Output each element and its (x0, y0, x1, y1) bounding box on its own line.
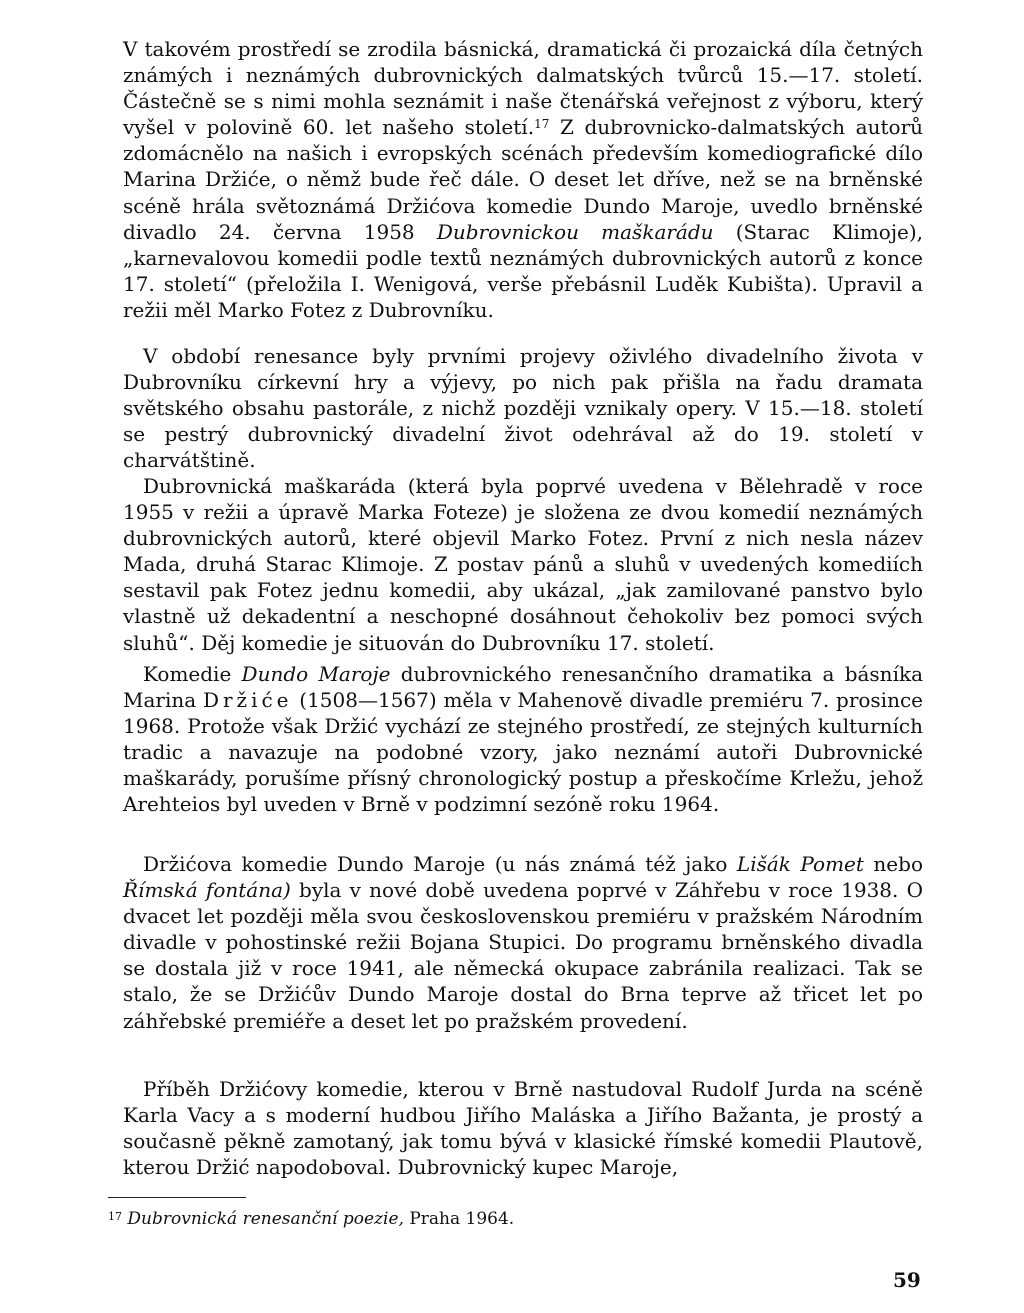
text-run: V období renesance byly prvními projevy oživlého divadelního života v Dubrovníku církevní hry a výjevy, po nich pak přišla na řadu dramata světského obsahu pastorále, z nichž později vznikaly opery. V 15.—18. století se pestrý dubrovnický divadelní život odehrával až do 19. století v charvátštině. (123, 344, 923, 473)
text-run: byla v nové době uvedena poprvé v Záhřebu v roce 1938. O dvacet let později měla svou československou premiéru v pražském Národním divadle v pohostinské režii Bojana Stupici. Do programu brněnského divadla se dostala již v roce 1941, ale německá okupace zabránila realizaci. Tak se stalo, že se Držićův Dundo Maroje dostal do Brna teprve až třicet let po záhřebské premiéře a deset let po pražském provedení. (123, 878, 923, 1033)
footnote-title: Dubrovnická renesanční poezie, (127, 1209, 404, 1229)
paragraph-5 (123, 851, 923, 1034)
text-run: Příběh Držićovy komedie, kterou v Brně nastudoval Rudolf Jurda na scéně Karla Vacy a s moderní hudbou Jiřího Maláska a Jiřího Bažanta, je prostý a současně pěkně zamotaný, jak tomu bývá v klasické římské komedii Plautově, kterou Držić napodoboval. Dubrovnický kupec Maroje, (123, 1077, 923, 1180)
italic-title: Lišák Pomet (736, 852, 864, 876)
paragraph-4 (123, 661, 923, 818)
text-run: Držićova komedie Dundo Maroje (u nás známá též jako (143, 852, 737, 876)
italic-title: Římská fontána) (123, 878, 291, 903)
spaced-name: Držiće (202, 688, 293, 713)
text-run: V takovém prostředí se zrodila básnická, dramatická či prozaická díla četných známých i neznámých dubrovnických dalmatských tvůrců 15.—17. století. Částečně se s nimi mohla seznámit i naše čtenářská veřejnost z výboru, který vyšel v polovině 60. let našeho století. (123, 37, 923, 140)
text-run: Dubrovnická maškaráda (která byla poprvé uvedena v Bělehradě v roce 1955 v režii a úpravě Marka Foteze) je složena ze dvou komedií neznámých dubrovnických autorů, které objevil Marko Fotez. První z nich nesla název Mada, druhá Starac Klimoje. Z postav pánů a sluhů v uvedených komediích sestavil pak Fotez jednu komedii, aby ukázal, „jak zamilované panstvo bylo vlastně už dekadentní a neschopné dosáhnout čehokoliv bez pomoci svých sluhů“. Děj komedie je situován do Dubrovníku 17. století. (123, 474, 923, 655)
footnote-reference: 17 (534, 117, 550, 132)
footnote (108, 1208, 908, 1230)
footnote-rule (108, 1197, 246, 1198)
text-run: (1508—1567) měla v Mahenově divadle premiéru 7. prosince 1968. Protože však Držić vychází ze stejného prostředí, ze stejných kulturních tradic a navazuje na podobné vzory, jako neznámí autoři Dubrovnické maškarády, porušíme přísný chronologický postup a přeskočíme Krležu, jehož Arehteios byl uveden v Brně v podzimní sezóně roku 1964. (123, 688, 923, 817)
paragraph-3 (123, 473, 923, 656)
paragraph-1 (123, 36, 923, 323)
paragraph-6 (123, 1076, 923, 1180)
footnote-rest: Praha 1964. (403, 1209, 515, 1229)
page-number: 59 (893, 1268, 921, 1292)
text-run: Komedie (143, 662, 242, 686)
footnote-number: 17 (108, 1210, 122, 1223)
text-run: dubrovnického renesančního dramatika a básníka Marina (123, 662, 924, 713)
text-run: nebo (863, 852, 923, 876)
paragraph-2 (123, 343, 923, 473)
italic-title: Dundo Maroje (241, 662, 391, 686)
italic-title: Dubrovnickou maškarádu (436, 219, 714, 244)
text-run: Z dubrovnicko-dalmatských autorů zdomácnělo na našich i evropských scénách především komediografické dílo Marina Držiće, o němž bude řeč dále. O deset let dříve, než se na brněnské scéně hrála světoznámá Držićova komedie Dundo Maroje, uvedlo brněnské divadlo 24. června 1958 (123, 115, 924, 244)
text-run: (Starac Klimoje), „karnevalovou komedii podle textů neznámých dubrovnických autorů z konce 17. století“ (přeložila I. Wenigová, verše přebásnil Luděk Kubišta). Upravil a režii měl Marko Fotez z Dubrovníku. (123, 219, 924, 322)
